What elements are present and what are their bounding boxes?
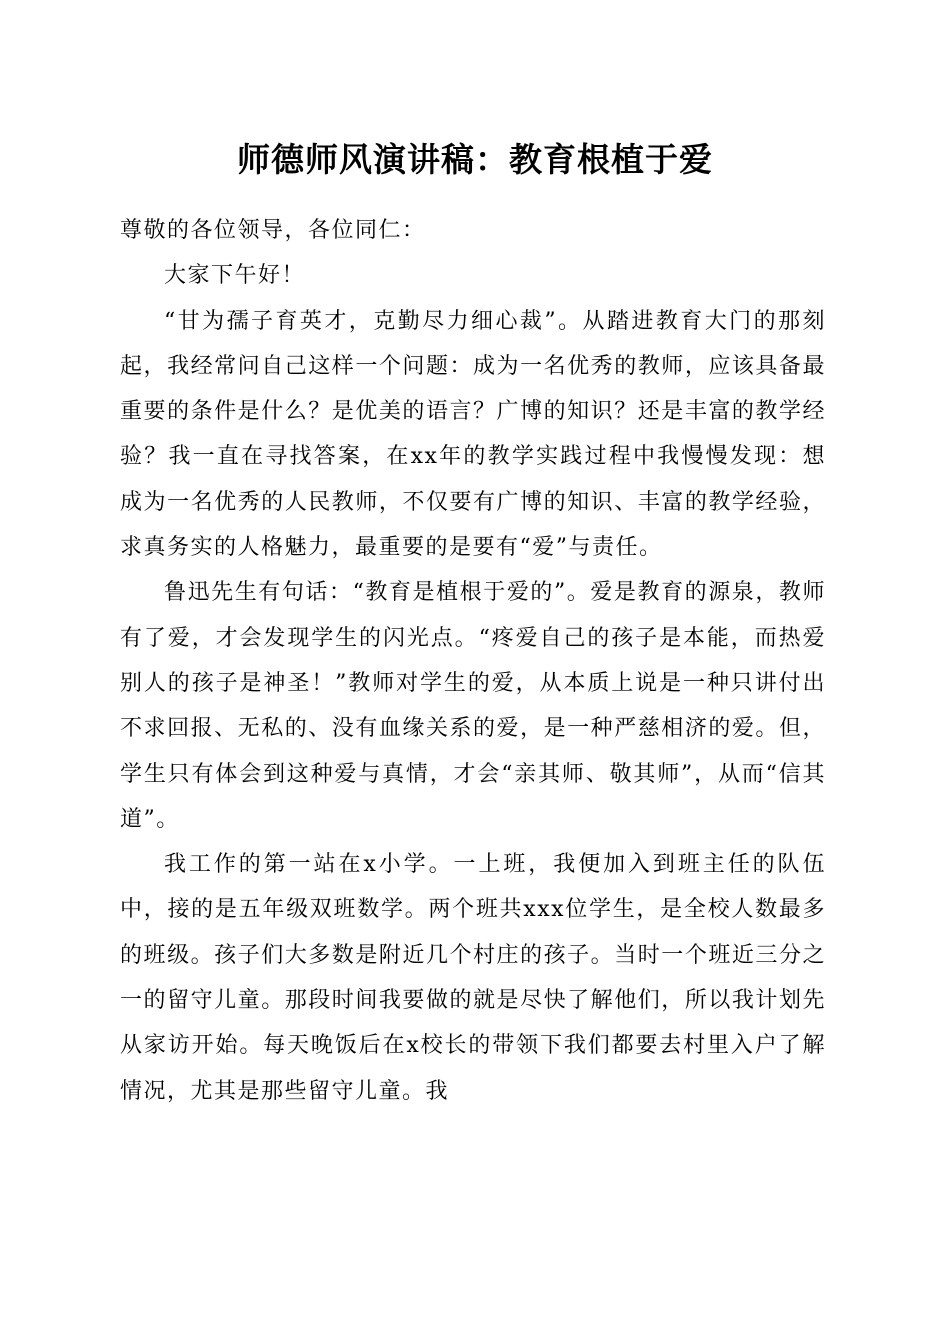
body-paragraph-1: “甘为孺子育英才，克勤尽力细心裁”。从踏进教育大门的那刻起，我经常问自己这样一个问题：成为一名优秀的教师，应该具备最重要的条件是什么？是优美的语言？广博的知识？还是丰富的教学经验？我一直在寻找答案，在xx年的教学实践过程中我慢慢发现：想成为一名优秀的人民教师，不仅要有广博的知识、丰富的教学经验，求真务实的人格魅力，最重要的是要有“爱”与责任。 [120,308,826,561]
document-body [120,208,826,1114]
salutation-paragraph: 尊敬的各位领导，各位同仁： [120,218,426,243]
body-paragraph-2: 鲁迅先生有句话：“教育是植根于爱的”。爱是教育的源泉，教师有了爱，才会发现学生的闪光点。“疼爱自己的孩子是本能，而热爱别人的孩子是神圣！”教师对学生的爱，从本质上说是一种只讲付出不求回报、无私的、没有血缘关系的爱，是一种严慈相济的爱。但，学生只有体会到这种爱与真情，才会“亲其师、敬其师”，从而“信其道”。 [120,580,826,832]
body-paragraph-3: 我工作的第一站在x小学。一上班，我便加入到班主任的队伍中，接的是五年级双班数学。两个班共xxx位学生，是全校人数最多的班级。孩子们大多数是附近几个村庄的孩子。当时一个班近三分之一的留守儿童。那段时间我要做的就是尽快了解他们，所以我计划先从家访开始。每天晚饭后在x校长的带领下我们都要去村里入户了解情况，尤其是那些留守儿童。我 [120,852,826,1104]
document-title: 师德师风演讲稿：教育根植于爱 [237,140,713,179]
greeting-paragraph: 大家下午好！ [164,263,306,289]
